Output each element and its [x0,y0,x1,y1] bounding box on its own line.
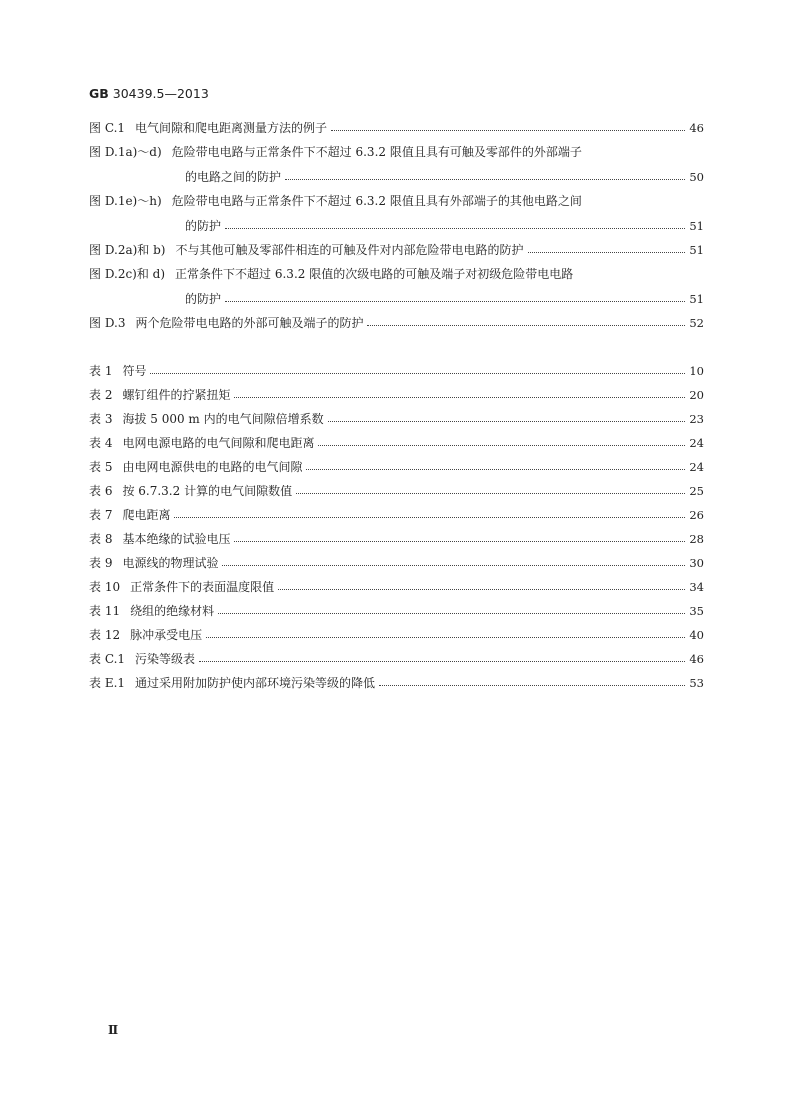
entry-title: 通过采用附加防护使内部环境污染等级的降低 [135,676,376,690]
entry-page-number: 28 [689,532,704,546]
entry-page-number: 51 [689,243,704,257]
entry-title-continued: 的防护 [185,219,222,233]
entry-number: 图 D.1a)～d) [89,145,162,159]
table-entry[interactable] [89,652,704,676]
standard-number: 30439.5—2013 [112,86,209,101]
table-entry[interactable] [89,556,704,580]
entry-number: 图 D.1e)～h) [89,194,162,208]
table-entry[interactable] [89,628,704,652]
entry-title: 按 6.7.3.2 计算的电气间隙数值 [122,484,293,498]
entry-page-number: 50 [689,170,704,184]
entry-title: 螺钉组件的拧紧扭矩 [122,388,231,402]
entry-page-number: 10 [689,364,704,378]
entry-title: 两个危险带电电路的外部可触及端子的防护 [135,316,364,330]
leader-dots [150,373,685,374]
entry-title: 正常条件下的表面温度限值 [130,580,275,594]
entry-page-number: 35 [689,604,704,618]
figure-entry[interactable] [89,316,704,340]
leader-dots [379,685,685,686]
leader-dots [331,130,685,131]
entry-title: 电源线的物理试验 [122,556,219,570]
entry-title: 脉冲承受电压 [130,628,203,642]
leader-dots [528,252,686,253]
entry-page-number: 25 [689,484,704,498]
entry-number: 表 12 [89,628,121,642]
standard-code: GB [89,86,109,101]
table-entry[interactable] [89,580,704,604]
leader-dots [296,493,685,494]
leader-dots [222,565,685,566]
leader-dots [199,661,685,662]
entry-title: 危险带电电路与正常条件下不超过 6.3.2 限值且具有可触及零部件的外部端子 [171,145,582,159]
entry-number: 图 D.2c)和 d) [89,267,166,281]
figure-list [89,121,704,340]
entry-page-number: 23 [689,412,704,426]
leader-dots [234,397,685,398]
leader-dots [218,613,685,614]
figure-entry[interactable] [89,145,704,194]
leader-dots [206,637,685,638]
entry-page-number: 46 [689,652,704,666]
entry-title: 符号 [122,364,147,378]
entry-page-number: 51 [689,292,704,306]
standard-header [89,86,209,101]
table-entry[interactable] [89,364,704,388]
entry-number: 图 C.1 [89,121,126,135]
table-entry[interactable] [89,388,704,412]
entry-title: 基本绝缘的试验电压 [122,532,231,546]
table-entry[interactable] [89,676,704,700]
entry-title: 正常条件下不超过 6.3.2 限值的次级电路的可触及端子对初级危险带电电路 [175,267,574,281]
entry-page-number: 24 [689,436,704,450]
entry-number: 表 6 [89,484,113,498]
entry-page-number: 26 [689,508,704,522]
entry-number: 图 D.3 [89,316,126,330]
leader-dots [278,589,685,590]
entry-page-number: 20 [689,388,704,402]
table-entry[interactable] [89,508,704,532]
entry-title: 电网电源电路的电气间隙和爬电距离 [122,436,315,450]
entry-title: 海拔 5 000 m 内的电气间隙倍增系数 [122,412,324,426]
figure-entry[interactable] [89,121,704,145]
entry-title: 电气间隙和爬电距离测量方法的例子 [135,121,328,135]
entry-page-number: 34 [689,580,704,594]
table-list [89,364,704,700]
entry-number: 表 7 [89,508,113,522]
leader-dots [318,445,685,446]
entry-page-number: 53 [689,676,704,690]
entry-number: 表 8 [89,532,113,546]
entry-page-number: 30 [689,556,704,570]
entry-number: 表 2 [89,388,113,402]
entry-title: 爬电距离 [122,508,171,522]
entry-title: 危险带电电路与正常条件下不超过 6.3.2 限值且具有外部端子的其他电路之间 [171,194,582,208]
entry-number: 表 E.1 [89,676,126,690]
entry-title: 不与其他可触及零部件相连的可触及件对内部危险带电电路的防护 [175,243,524,257]
entry-title: 绕组的绝缘材料 [130,604,215,618]
leader-dots [225,301,685,302]
leader-dots [306,469,685,470]
entry-number: 表 1 [89,364,113,378]
entry-title-continued: 的防护 [185,292,222,306]
leader-dots [285,179,685,180]
entry-number: 表 5 [89,460,113,474]
entry-page-number: 24 [689,460,704,474]
entry-number: 表 3 [89,412,113,426]
leader-dots [234,541,685,542]
entry-number: 表 10 [89,580,121,594]
entry-number: 表 C.1 [89,652,126,666]
entry-number: 表 4 [89,436,113,450]
entry-page-number: 46 [689,121,704,135]
entry-title-continued: 的电路之间的防护 [185,170,282,184]
entry-number: 图 D.2a)和 b) [89,243,166,257]
figure-entry[interactable] [89,243,704,267]
leader-dots [225,228,685,229]
table-entry[interactable] [89,532,704,556]
entry-page-number: 51 [689,219,704,233]
leader-dots [328,421,686,422]
table-entry[interactable] [89,460,704,484]
entry-title: 污染等级表 [135,652,196,666]
entry-title: 由电网电源供电的电路的电气间隙 [122,460,303,474]
entry-page-number: 40 [689,628,704,642]
entry-page-number: 52 [689,316,704,330]
figure-entry[interactable] [89,267,704,316]
entry-number: 表 11 [89,604,121,618]
page-number: Ⅱ [108,1023,119,1037]
table-entry[interactable] [89,484,704,508]
table-entry[interactable] [89,436,704,460]
figure-entry[interactable] [89,194,704,243]
table-entry[interactable] [89,412,704,436]
leader-dots [367,325,685,326]
leader-dots [174,517,685,518]
table-entry[interactable] [89,604,704,628]
entry-number: 表 9 [89,556,113,570]
